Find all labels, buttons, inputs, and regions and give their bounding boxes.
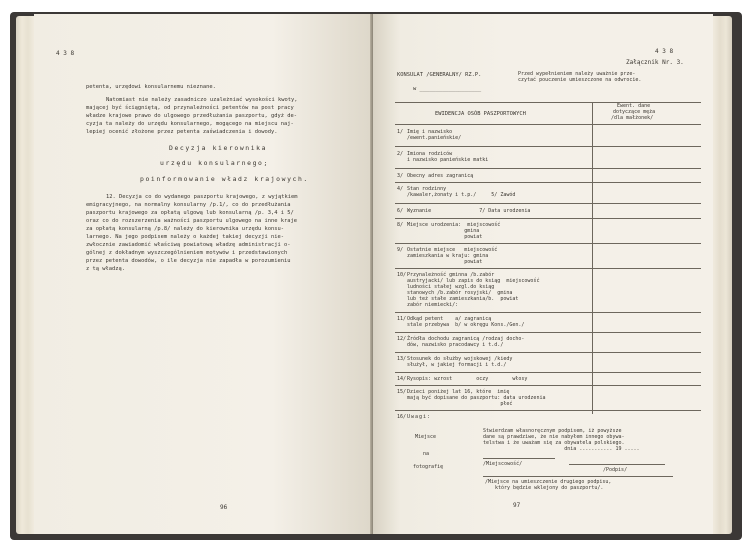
photo-label-3: fotografię bbox=[413, 464, 444, 470]
row-text: powiat bbox=[407, 234, 483, 240]
row-text: Miejsce urodzenia: miejscowość bbox=[407, 222, 501, 228]
para2-line: zwłocznie zawiadomić właściwą powiatową władzę administracji o- bbox=[86, 242, 291, 248]
para1-line: cyzja ta należy do urzędu konsularnego, mogącego na miejscu naj- bbox=[86, 121, 294, 127]
row-text: austryjacki/ lub zapis do ksiąg miejscowość bbox=[407, 278, 540, 284]
photo-label-2: na bbox=[423, 451, 430, 457]
row-number: 1/ bbox=[397, 129, 404, 135]
row-number: 4/ bbox=[397, 186, 404, 192]
para1-line: mającej być ściągniętą, od przynależności petentów na post pracy bbox=[86, 105, 294, 111]
row-text: płeć bbox=[407, 401, 513, 407]
row-text: Obecny adres zagranicą bbox=[407, 173, 474, 179]
para1-line: władze krajowe prawo do ulgowego przedłużania paszportu, gdyż de- bbox=[86, 113, 297, 119]
row-number: 13/ bbox=[397, 356, 407, 362]
row-text: zamieszkania w kraju: gmina bbox=[407, 253, 489, 259]
header-rule bbox=[395, 124, 701, 125]
row-rule bbox=[395, 268, 701, 269]
row-number: 12/ bbox=[397, 336, 407, 342]
para2-line: oraz co do rozszerzenia ważności paszportu ulgowego na inne kraje bbox=[86, 218, 297, 224]
para2-line: za opłatą konsularną /p.8/ należy do kierownika urzędu konsu- bbox=[86, 226, 284, 232]
row-text: lub też stałe zamieszkania/b. powiat bbox=[407, 296, 519, 302]
row-text: Imiona rodziców bbox=[407, 151, 453, 157]
row-text: Ostatnie miejsce miejscowość bbox=[407, 247, 498, 253]
row-number: 8/ bbox=[397, 222, 404, 228]
para2-line: larnego. Na jego podpisem należy o każdej takiej decyzji nie- bbox=[86, 234, 284, 240]
row-text: mają być dopisane do paszportu: data urodzenia bbox=[407, 395, 546, 401]
place-signature-rule bbox=[483, 458, 555, 459]
row-number: 2/ bbox=[397, 151, 404, 157]
row-rule bbox=[395, 312, 701, 313]
row-text: i nazwisko panieńskie matki bbox=[407, 157, 489, 163]
col-header-right-1: Ewent. dane bbox=[617, 103, 651, 109]
row-number: 10/ bbox=[397, 272, 407, 278]
row-number: 16/ bbox=[397, 414, 407, 420]
row-rule bbox=[395, 372, 701, 373]
left-page-number-bottom: 96 bbox=[220, 504, 228, 511]
second-sign-line: który będzie wklejony do paszportu/. bbox=[495, 485, 604, 491]
para2-line: gólnej z dokładnym wyszczególnieniem motywów i przedstawionych bbox=[86, 250, 288, 256]
left-page bbox=[34, 14, 374, 534]
cert-line: dnia ........... 19 ..... bbox=[483, 446, 640, 452]
para1-line: lepiej ocenić złożone przez petenta zaświadczenia i dowody. bbox=[86, 129, 278, 135]
row-text: /kawaler,żonaty i t.p./ 5/ Zawód bbox=[407, 192, 516, 198]
para2-line: 12. Decyzja co do wydanego paszportu krajowego, z wyjątkiem bbox=[106, 194, 298, 200]
right-page-number-bottom: 97 bbox=[513, 502, 521, 509]
row-text: Uwagi: bbox=[407, 414, 432, 420]
right-page bbox=[373, 14, 713, 534]
row-text: Przynależność gminna /b.zabór bbox=[407, 272, 495, 278]
row-text: /ewent.panieńskie/ bbox=[407, 135, 462, 141]
second-signature-rule bbox=[483, 476, 673, 477]
consulate-line: KONSULAT /GENERALNY/ RZ.P. bbox=[397, 72, 482, 78]
row-number: 3/ bbox=[397, 173, 404, 179]
row-text: Imię i nazwisko bbox=[407, 129, 453, 135]
row-text: Dzieci poniżej lat 16, które imię bbox=[407, 389, 510, 395]
row-text: stale przebywa b/ w okręgu Kons./Gen./ bbox=[407, 322, 525, 328]
row-text: Odkąd petent a/ zagranicą bbox=[407, 316, 492, 322]
row-text: służył, w jakiej formacji i t.d./ bbox=[407, 362, 507, 368]
table-top-rule bbox=[395, 102, 701, 103]
para2-line: przez petenta dowodów, o ile decyzja nie zapadła w porozumieniu bbox=[86, 258, 291, 264]
row-text: gmina bbox=[407, 228, 480, 234]
para2-line: emigracyjnego, na normalny konsularny /p.1/, co do przedłużania bbox=[86, 202, 291, 208]
row-rule bbox=[395, 203, 701, 204]
row-rule bbox=[395, 243, 701, 244]
row-rule bbox=[395, 410, 701, 411]
row-number: 14/ bbox=[397, 376, 407, 382]
left-heading-2: urzędu konsularnego; bbox=[160, 159, 269, 167]
row-text: Stosunek do służby wojskowej /kiedy bbox=[407, 356, 513, 362]
row-text: powiat bbox=[407, 259, 483, 265]
row-rule bbox=[395, 332, 701, 333]
left-heading-3: poinformowanie władz krajowych. bbox=[140, 175, 309, 183]
signature-rule bbox=[569, 464, 665, 465]
note-top-2: czytać pouczenie umieszczone na odwrocie. bbox=[518, 77, 642, 83]
cert-line: Stwierdzam własnoręcznym podpisem, iż powyższe bbox=[483, 428, 622, 434]
place-label: /Miejscowość/ bbox=[483, 461, 523, 467]
col-header-right-2: dotyczące męża bbox=[613, 109, 656, 115]
row-rule bbox=[395, 146, 701, 147]
attachment-label: Załącznik Nr. 3. bbox=[626, 59, 684, 66]
cert-line: dane są prawdziwe, że nie nabyłem innego obywa- bbox=[483, 434, 625, 440]
row-rule bbox=[395, 182, 701, 183]
second-sign-line: /Miejsce na umieszczenie drugiego podpisu, bbox=[485, 479, 612, 485]
table-col-divider bbox=[592, 102, 593, 414]
row-number: 9/ bbox=[397, 247, 404, 253]
sign-label: /Podpis/ bbox=[603, 467, 628, 473]
col-header-right-3: /dla małżonek/ bbox=[611, 115, 654, 121]
row-text: ludności stałej wzgl.do ksiąg bbox=[407, 284, 495, 290]
row-text: Rysopis: wzrost oczy włosy bbox=[407, 376, 528, 382]
left-line-1: petenta, urzędowi konsularnemu nieznane. bbox=[86, 84, 216, 90]
row-text: dów, nazwisko pracodawcy i t.d./ bbox=[407, 342, 504, 348]
row-text: Źródła dochodu zagranicą /rodzaj docho- bbox=[407, 336, 525, 342]
row-text: Wyznanie 7/ Data urodzenia bbox=[407, 208, 531, 214]
para1-line: Natomiast nie należy zasadniczo uzależniać wysokości kwoty, bbox=[106, 97, 298, 103]
row-rule bbox=[395, 352, 701, 353]
col-header-left: EWIDENCJA OSÓB PASZPORTOWYCH bbox=[435, 111, 526, 117]
photo-label-1: Miejsce bbox=[415, 434, 437, 440]
row-text: zabór niemiecki/: bbox=[407, 302, 459, 308]
left-page-number-top: 4 3 8 bbox=[56, 50, 75, 57]
left-heading-1: Decyzja kierownika bbox=[169, 144, 268, 152]
row-rule bbox=[395, 168, 701, 169]
row-rule bbox=[395, 385, 701, 386]
row-number: 15/ bbox=[397, 389, 407, 395]
row-number: 6/ bbox=[397, 208, 404, 214]
cert-line: telstwa i że uważam się za obywatela polskiego. bbox=[483, 440, 625, 446]
note-top-1: Przed wypełnieniem należy uważnie prze- bbox=[518, 71, 636, 77]
row-number: 11/ bbox=[397, 316, 407, 322]
row-text: Stan rodzinny bbox=[407, 186, 447, 192]
para2-line: z tą władzą. bbox=[86, 266, 125, 272]
right-page-number-top: 4 3 8 bbox=[655, 48, 674, 55]
row-rule bbox=[395, 218, 701, 219]
w-line: w ___________________ bbox=[413, 86, 482, 92]
para2-line: paszportu krajowego za opłatą ulgową lub konsularną /p. 3,4 i 5/ bbox=[86, 210, 294, 216]
row-text: stanowych /b.zabór rosyjski/ gmina bbox=[407, 290, 513, 296]
